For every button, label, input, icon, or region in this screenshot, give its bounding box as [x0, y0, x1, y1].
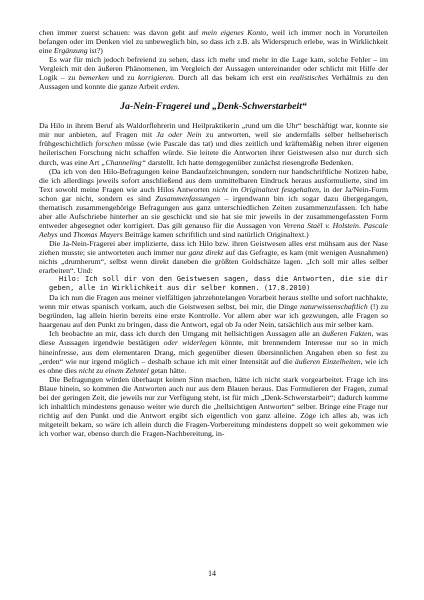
emphasis: Ja oder Nein — [156, 130, 202, 140]
paragraph: chen immer zuerst schauen: was davon geht auf mein eigenes Konto, weil ich immer noch in Vorurteilen befangen oder im Denken viel zu unbeweglich bin, so dass ich z.B. als Widerspruch erlebe, was in Wirklichkeit eine Ergänzung ist?) — [39, 28, 388, 56]
emphasis: „Channeling“ — [101, 157, 146, 167]
emphasis: Pascale Aebys — [39, 220, 388, 239]
paragraph: Es war für mich jedoch befreiend zu sehen, dass ich mehr und mehr in die Lage kam, solche Fehler – im Vergleich mit den äußeren Phänomenen, im Vergleich der Aussagen untereinander oder schlicht mit Hilfe der Logik – zu bemerken und zu korrigieren. Durch all das bekam ich erst ein realistisches Verhältnis zu den Aussagen und konnte die ganze Arbeit erden. — [39, 55, 389, 92]
emphasis: äußeren Fakten — [322, 329, 372, 339]
emphasis: Verena Staël v. Holstein — [283, 220, 359, 230]
emphasis: korrigieren — [137, 73, 173, 83]
paragraph: Da ich nun die Fragen aus meiner vielfältigen jahrzehntelangen Vorarbeit heraus stellte und sofort nachhakte, wenn mir etwas spanisch vorkam, auch die Geistwesen selbst, bei mir, die Dinge naturwissenschaftlich (!) zu begründen, lag allein hierin bereits eine erste Kontrolle. Vor allem aber war ich gezwungen, alle Fragen so haargenau auf den Punkt zu bringen, dass die Antwort, egal ob Ja oder Nein, tatsächlich aus mir selber kam. — [39, 293, 388, 330]
emphasis: Zusammenfassungen — [155, 193, 221, 203]
emphasis: oder widerlegen — [163, 338, 217, 348]
emphasis: ganz direkt — [188, 247, 224, 257]
paragraph: Die Befragungen würden überhaupt keinen Sinn machen, hätte ich nicht stark vorgearbeitet. Frage ich ins Blaue hinein, so kommen die Antworten auch nur aus dem Blauen heraus. Das Formulieren der Fragen, zumal bei der geringen Zeit, die jeweils nur zur Verfügung steht, ist für mich „Denk-Schwerstarbeit“; dadurch komme ich inhaltlich mindestens genauso weiter wie durch die „hellsichtigen Antworten“ selber. Bringe eine Frage nur richtig auf den Punkt und die Antwort ergibt sich eigentlich von ganz alleine. Zöge ich alles ab, was ich mitgeteilt bekam, so wäre ich allein durch die Fragen-Vorbereitung mindestens doppelt so weit gekommen wie ich vorher war, ebenso durch die Fragen-Nachbereitung, in- — [39, 374, 388, 438]
section-heading: Ja-Nein-Fragerei und „Denk-Schwerstarbeit“ — [120, 101, 307, 113]
paragraph: (Da ich von den Hilo-Befragungen keine Bandaufzeichnungen, sondern nur handschriftliche Notizen habe, die ich allerdings jeweils sofort anschließend aus dem unmittelbaren Eindruck heraus ausformulierte, sind im Text sowohl meine Fragen wie auch Hilos Antworten nicht im Originaltext festgehalten, in der Ja/Nein-Form schon gar nicht, sondern es sind Zusammenfassungen – irgendwann bin ich sogar dazu übergegangen, thematisch zusammengehörige Befragungen aus ganz unterschiedlichen Zeiten zusammenzufassen. Ich habe aber alle Aufschriebe hinterher an sie geschickt und sie hat sie mir jeweils in der zusammengefassten Form entweder abgesegnet oder korrigiert. Das gilt genauso für die Aussagen von Verena Staël v. Holstein. Pascale Aebys und Thomas Mayers Beiträge kamen schriftlich und sind natürlich Originaltext.) — [39, 166, 388, 239]
emphasis: nicht zu einem Zehntel — [78, 365, 149, 375]
paragraph: Da Hilo in ihrem Beruf als Waldorflehrerin und Heilpraktikerin „rund um die Uhr“ beschäftigt war, konnte sie mir nur anbieten, auf Fragen mit Ja oder Nein zu antworten, weil sie andernfalls selber hellseherisch frühgeschichtlich forschen müsse (wie Pascale das tat) und dies zeitlich und kräftemäßig neben ihrer eigenen heilerischen Forschung nicht schaffen würde. Sie leitete die Antworten ihrer Geistwesen also nur durch sich durch, was eine Art „Channeling“ darstellt. Ich hatte demgegenüber zunächst riesengroße Bedenken. — [39, 121, 388, 167]
body-text — [39, 28, 388, 438]
emphasis: realistisches — [289, 73, 329, 83]
quote-block: Hilo: Ich soll dir von den Geistwesen sagen, dass die Antworten, die sie dir geben, alle in Wirklichkeit aus dir selber kommen. (17.8.2010) — [49, 275, 388, 293]
page-number: 14 — [208, 569, 216, 578]
paragraph: Ich beobachte an mir, dass ich durch den Umgang mit hellsichtigen Aussagen alle an äußeren Fakten, was diese Aussagen irgendwie bestätigen oder widerlegen könnte, mit brennendem Interesse nur so in mich hineinfresse, aus dem elementaren Drang, mich gegenüber diesen übersinnlichen Angaben eben so fest zu „erden“ wie nur irgend möglich – deshalb schaue ich mit einer Intensität auf die äußeren Einzelheiten, wie ich es ohne dies nicht zu einem Zehntel getan hätte. — [39, 329, 388, 375]
emphasis: Thomas Mayers — [73, 229, 123, 239]
emphasis: äußeren Einzelheiten — [294, 356, 361, 366]
emphasis: forschen — [95, 139, 123, 149]
emphasis: bemerken — [78, 73, 109, 83]
emphasis: nicht im Originaltext festgehalten — [212, 184, 320, 194]
paragraph: Die Ja-Nein-Fragerei aber implizierte, dass ich Hilo bzw. ihren Geistwesen alles erst mühsam aus der Nase ziehen musste; sie antworteten auch immer nur ganz direkt auf das Gefragte, es kam (mit wenigen Ausnahmen) nichts „drumherum“, selbst wenn direkt daneben die größten Goldschätze lagen. „Ich soll mir alles selber erarbeiten“. Und: — [39, 238, 388, 276]
emphasis: naturwissenschaftlich — [300, 302, 368, 312]
emphasis: mein eigenes Konto — [201, 28, 267, 37]
emphasis: Ergänzung — [53, 46, 88, 56]
emphasis: erden — [160, 82, 178, 92]
